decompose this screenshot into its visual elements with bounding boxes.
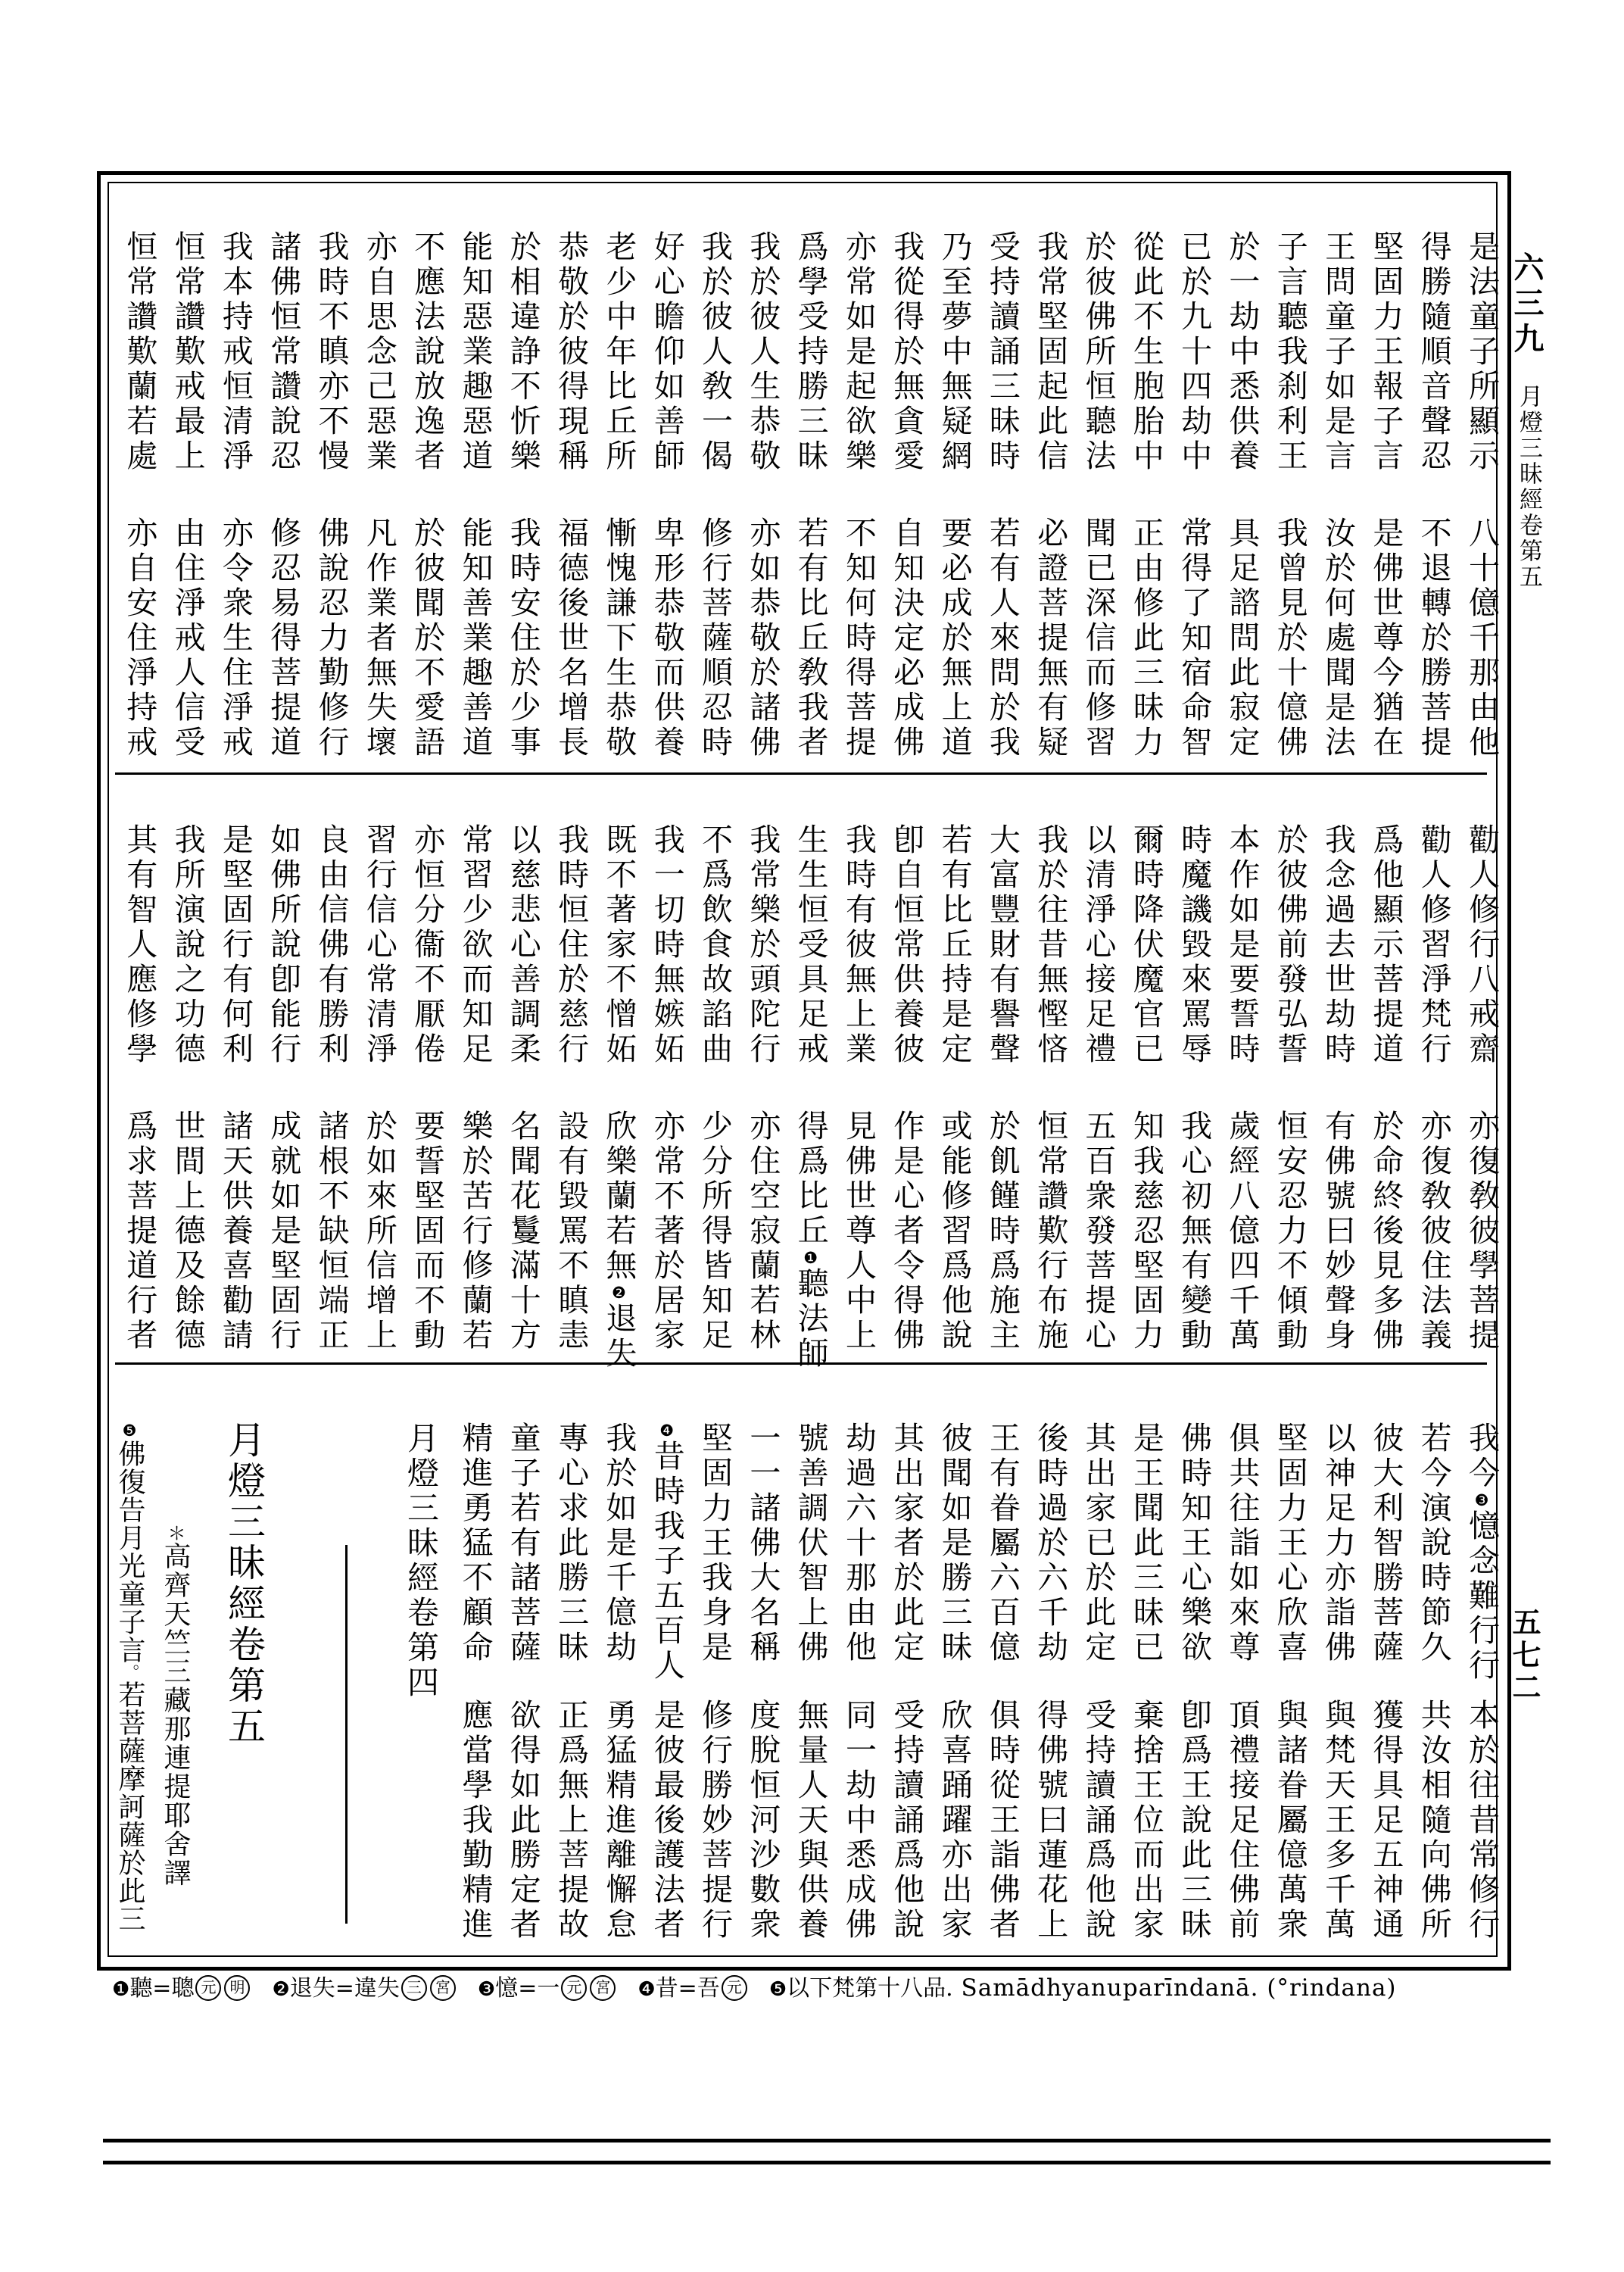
- verse-upper-pada: 我時不瞋亦不慢: [313, 230, 350, 474]
- verse-lower-pada: 要必成於無上道: [936, 517, 973, 760]
- verse-column: [354, 229, 401, 768]
- verse-upper-pada: 我念過去世劫時: [1320, 823, 1357, 1067]
- register-top: [114, 229, 1504, 768]
- verse-upper-pada: 爲學受持勝三昧: [792, 230, 829, 474]
- verse-column: [1360, 229, 1407, 768]
- verse-column: [784, 822, 832, 1372]
- verse-lower-pada: 常得了知宿命智: [1176, 517, 1213, 760]
- verse-upper-pada: 生生恒受具足戒: [792, 823, 829, 1067]
- verse-upper-pada: 常習少欲而知足: [457, 823, 494, 1067]
- verse-upper-pada: 我一切時無嫉妬: [648, 823, 685, 1067]
- verse-upper-pada: 我時有彼無上業: [840, 823, 877, 1067]
- verse-lower-pada: 少分所得皆知足: [697, 1109, 734, 1353]
- verse-column: [1407, 1420, 1455, 1967]
- verse-lower-pada: 恒安忍力不傾動: [1271, 1109, 1308, 1353]
- edition-siglum-icon: 明: [224, 1975, 250, 2001]
- verse-upper-pada: 時魔譏毀來罵辱: [1176, 823, 1213, 1067]
- scroll-separator-rule: [345, 1545, 348, 1924]
- verse-column: [1360, 822, 1407, 1361]
- verse-lower-pada: 知我慈忍堅固力: [1127, 1109, 1164, 1353]
- verse-lower-pada: 歲經八億四千萬: [1223, 1109, 1261, 1353]
- verse-lower-pada: 設有毀罵不瞋恚: [553, 1109, 590, 1353]
- verse-lower-pada: 是彼最後護法者: [648, 1699, 685, 1943]
- verse-upper-pada: 堅固力王心欣喜: [1271, 1422, 1308, 1665]
- verse-upper-pada: 我常樂於頭陀行: [744, 823, 781, 1067]
- verse-column: [1121, 822, 1168, 1361]
- verse-upper-pada: 後時過於六千劫: [1032, 1422, 1069, 1665]
- verse-column: [737, 822, 784, 1361]
- verse-column: [593, 229, 641, 768]
- verse-column: [1407, 229, 1455, 768]
- edition-siglum-icon: 元: [561, 1975, 587, 2001]
- register-bottom: [114, 1420, 1504, 1967]
- verse-upper-pada: 我今❸憶念難行行: [1463, 1422, 1500, 1684]
- verse-lower-pada: 慚愧謙下生恭敬: [600, 517, 637, 760]
- verse-lower-pada: 俱時從王詣佛者: [983, 1699, 1021, 1943]
- verse-column: [1168, 822, 1216, 1361]
- verse-upper-pada: 其出家者於此定: [888, 1422, 925, 1665]
- translator-line: [150, 1420, 195, 1967]
- footnote-number-icon: ❺: [768, 1978, 787, 2001]
- verse-upper-pada: 以神足力亦詣佛: [1320, 1422, 1357, 1665]
- verse-column: [114, 229, 161, 768]
- verse-upper-pada: 我從得於無貪愛: [888, 230, 925, 474]
- verse-upper-pada: 我於如是千億劫: [600, 1422, 637, 1665]
- verse-lower-pada: 爲求菩提道行者: [121, 1109, 158, 1353]
- verse-lower-pada: 無量人天與供養: [792, 1699, 829, 1943]
- verse-column: [593, 822, 641, 1372]
- verse-upper-pada: 好心瞻仰如善師: [648, 230, 685, 474]
- verse-lower-pada: 要誓堅固而不動: [409, 1109, 446, 1353]
- verse-column: [928, 1420, 976, 1967]
- verse-lower-pada: 成就如是堅固行: [265, 1109, 302, 1353]
- verse-upper-pada: 亦自思念己惡業: [360, 230, 397, 474]
- verse-upper-pada: 於彼佛所恒聽法: [1080, 230, 1117, 474]
- verse-column: [737, 1420, 784, 1967]
- verse-upper-pada: 其出家已於此定: [1080, 1422, 1117, 1665]
- verse-column: [881, 822, 928, 1361]
- sanskrit-title: Samādhyanuparīndanā. (°rindana): [952, 1974, 1397, 2002]
- verse-upper-pada: 受持讀誦三昧時: [983, 230, 1021, 474]
- verse-upper-pada: 我常堅固起此信: [1032, 230, 1069, 474]
- verse-lower-pada: 諸根不缺恒端正: [313, 1109, 350, 1353]
- verse-upper-pada: 不爲飲食故諂曲: [697, 823, 734, 1067]
- verse-lower-pada: 亦住空寂蘭若林: [744, 1109, 781, 1353]
- verse-upper-pada: 童子若有諸菩薩: [504, 1422, 541, 1665]
- footnote-apparatus: [112, 1971, 1535, 2007]
- footnote-body: 聽=聰: [129, 1975, 195, 2002]
- verse-lower-pada: 必證菩提無有疑: [1032, 517, 1069, 760]
- verse-upper-pada: 不應法說放逸者: [409, 230, 446, 474]
- verse-upper-pada: 精進勇猛不顧命: [457, 1422, 494, 1665]
- verse-lower-pada: 凡作業者無失壞: [360, 517, 397, 760]
- verse-lower-pada: 由住淨戒人信受: [169, 517, 206, 760]
- bottom-rule-1: [103, 2139, 1551, 2142]
- verse-column: [833, 229, 881, 768]
- page-number-label: 五七二: [1507, 1607, 1541, 1705]
- verse-column: [1456, 822, 1504, 1361]
- verse-upper-pada: 本作如是要誓時: [1223, 823, 1261, 1067]
- verse-lower-pada: 欣樂蘭若無❷退失: [600, 1109, 637, 1372]
- footnote-entry: [112, 1975, 251, 2002]
- footnote-number-icon: ❹: [637, 1978, 656, 2001]
- verse-lower-pada: 受持讀誦爲他說: [1080, 1699, 1117, 1943]
- verse-lower-pada: 不知何時得菩提: [840, 517, 877, 760]
- footnote-body: 昔=吾: [655, 1975, 720, 2002]
- verse-upper-pada: 王問童子如是言: [1320, 230, 1357, 474]
- verse-lower-pada: 得爲比丘❶聽法師: [792, 1109, 829, 1372]
- edition-siglum-icon: 三: [401, 1975, 427, 2001]
- footnote-body: 憶=一: [495, 1975, 560, 2002]
- verse-column: [641, 229, 688, 768]
- edition-siglum-icon: 宮: [590, 1975, 616, 2001]
- verse-upper-pada: 我所演說之功德: [169, 823, 206, 1067]
- verse-upper-pada: 既不著家不憎妬: [600, 823, 637, 1067]
- verse-lower-pada: 於飢饉時爲施主: [983, 1109, 1021, 1353]
- verse-column: [737, 229, 784, 768]
- verse-lower-pada: 有佛號曰妙聲身: [1320, 1109, 1357, 1353]
- verse-lower-pada: 本於往昔常修行: [1463, 1699, 1500, 1943]
- verse-column: [689, 229, 737, 768]
- verse-lower-pada: 我曾見於十億佛: [1271, 517, 1308, 760]
- verse-upper-pada: 我時恒住於慈行: [553, 823, 590, 1067]
- verse-upper-pada: 勸人修習淨梵行: [1415, 823, 1452, 1067]
- verse-column: [641, 1420, 688, 1967]
- asterisk-note-icon: ＊: [164, 1524, 185, 1542]
- bottom-rule-2: [103, 2161, 1551, 2164]
- verse-lower-pada: 或能修習爲他說: [936, 1109, 973, 1353]
- verse-upper-pada: 習行信心常清淨: [360, 823, 397, 1067]
- verse-column: [305, 822, 353, 1361]
- verse-lower-pada: 亦如恭敬於諸佛: [744, 517, 781, 760]
- verse-lower-pada: 能知善業趣善道: [457, 517, 494, 760]
- verse-column: [545, 822, 593, 1361]
- verse-upper-pada: 已於九十四劫中: [1176, 230, 1213, 474]
- verse-upper-pada: 佛時知王心樂欲: [1176, 1422, 1213, 1665]
- verse-lower-pada: 汝於何處聞是法: [1320, 517, 1357, 760]
- verse-upper-pada: 恭敬於彼得現稱: [553, 230, 590, 474]
- verse-lower-pada: 不退轉於勝菩提: [1415, 517, 1452, 760]
- verse-column: [1264, 229, 1311, 768]
- verse-upper-pada: 劫過六十那由他: [840, 1422, 877, 1665]
- verse-column: [928, 822, 976, 1361]
- ideographic-period: 。: [120, 1664, 139, 1681]
- verse-lower-pada: 是佛世尊今猶在: [1367, 517, 1404, 760]
- edition-siglum-icon: 元: [722, 1975, 747, 2001]
- verse-lower-pada: 修忍易得菩提道: [265, 517, 302, 760]
- footnote-marker-icon: ❶: [801, 1249, 820, 1267]
- verse-column: [784, 1420, 832, 1967]
- verse-column: [1456, 1420, 1504, 1967]
- verse-lower-pada: 若有人來問於我: [983, 517, 1021, 760]
- verse-lower-pada: 亦復敎彼學菩提: [1463, 1109, 1500, 1353]
- verse-column: [449, 229, 497, 768]
- verse-column: [449, 1420, 497, 1967]
- verse-lower-pada: 與諸眷屬億萬衆: [1271, 1699, 1308, 1943]
- verse-lower-pada: 具足諮問此寂定: [1223, 517, 1261, 760]
- verse-lower-pada: 同一劫中悉成佛: [840, 1699, 877, 1943]
- verse-upper-pada: 一一諸佛大名稱: [744, 1422, 781, 1665]
- verse-lower-pada: 卽爲王說此三昧: [1176, 1699, 1213, 1943]
- verse-column: [1312, 822, 1360, 1361]
- verse-lower-pada: 我心初無有變動: [1176, 1109, 1213, 1353]
- verse-lower-pada: 正由修此三昧力: [1127, 517, 1164, 760]
- verse-lower-pada: 度脫恒河沙數衆: [744, 1699, 781, 1943]
- margin-sutra-title: 月燈三昧經卷第五: [1515, 384, 1542, 590]
- verse-lower-pada: 與梵天王多千萬: [1320, 1699, 1357, 1943]
- verse-column: [114, 822, 161, 1361]
- verse-lower-pada: 修行菩薩順忍時: [697, 517, 734, 760]
- verse-lower-pada: 欲得如此勝定者: [504, 1699, 541, 1943]
- verse-lower-pada: 亦常不著於居家: [648, 1109, 685, 1353]
- text-number-label: 六三九: [1509, 251, 1545, 358]
- verse-lower-pada: 卑形恭敬而供養: [648, 517, 685, 760]
- verse-lower-pada: 名聞花鬘滿十方: [504, 1109, 541, 1353]
- verse-upper-pada: 於一劫中悉供養: [1223, 230, 1261, 474]
- verse-lower-pada: 作是心者令得佛: [888, 1109, 925, 1353]
- footnote-number-icon: ❶: [112, 1978, 130, 2001]
- verse-column: [1456, 229, 1504, 768]
- verse-column: [545, 229, 593, 768]
- verse-column: [1312, 1420, 1360, 1967]
- footnote-marker-icon: ❸: [1472, 1491, 1491, 1509]
- verse-upper-pada: 堅固力王我身是: [697, 1422, 734, 1665]
- verse-lower-pada: 應當學我勤精進: [457, 1699, 494, 1943]
- verse-lower-pada: 亦令衆生住淨戒: [217, 517, 254, 760]
- verse-upper-pada: 我於彼人敎一偈: [697, 230, 734, 474]
- verse-upper-pada: 能知惡業趣惡道: [457, 230, 494, 474]
- verse-column: [449, 822, 497, 1361]
- footnote-body: 退失=違失: [289, 1975, 400, 2002]
- verse-upper-pada: 是王聞此三昧已: [1127, 1422, 1164, 1665]
- verse-upper-pada: 我於往昔無慳悋: [1032, 823, 1069, 1067]
- verse-column: [354, 822, 401, 1361]
- verse-lower-pada: 受持讀誦爲他說: [888, 1699, 925, 1943]
- verse-upper-pada: 我於彼人生恭敬: [744, 230, 781, 474]
- verse-column: [1407, 822, 1455, 1361]
- footnote-number-icon: ❷: [272, 1978, 290, 2001]
- verse-upper-pada: 以清淨心接足禮: [1080, 823, 1117, 1067]
- verse-column: [210, 229, 257, 768]
- verse-lower-pada: 亦復敎彼住法義: [1415, 1109, 1452, 1353]
- verse-upper-pada: 亦常如是起欲樂: [840, 230, 877, 474]
- verse-column: [1168, 1420, 1216, 1967]
- verse-lower-pada: 佛說忍力勤修行: [313, 517, 350, 760]
- verse-column: [641, 822, 688, 1361]
- verse-upper-pada: 專心求此勝三昧: [553, 1422, 590, 1665]
- verse-column: [497, 229, 544, 768]
- verse-upper-pada: 亦恒分衞不厭倦: [409, 823, 446, 1067]
- verse-lower-pada: 恒常讚歎行布施: [1032, 1109, 1069, 1353]
- verse-upper-pada: 是堅固行有何利: [217, 823, 254, 1067]
- verse-column: [161, 822, 209, 1361]
- verse-upper-pada: 恒常讚歎戒最上: [169, 230, 206, 474]
- verse-lower-pada: 棄捨王位而出家: [1127, 1699, 1164, 1943]
- verse-upper-pada: 若有比丘持是定: [936, 823, 973, 1067]
- verse-upper-pada: 爲他顯示菩提道: [1367, 823, 1404, 1067]
- verse-upper-pada: 從此不生胞胎中: [1127, 230, 1164, 474]
- verse-upper-pada: 子言聽我刹利王: [1271, 230, 1308, 474]
- prose-opening-line-text: ❺佛復告月光童子言。若菩薩摩訶薩於此三: [114, 1422, 145, 1933]
- verse-column: [1072, 822, 1120, 1361]
- verse-upper-pada: 乃至夢中無疑網: [936, 230, 973, 474]
- footnote-marker-icon: ❹: [657, 1422, 676, 1440]
- verse-upper-pada: 恒常讚歎蘭若處: [121, 230, 158, 474]
- verse-lower-pada: 自知決定必成佛: [888, 517, 925, 760]
- verse-column: [833, 1420, 881, 1967]
- footnote-marker-icon: ❷: [609, 1284, 628, 1302]
- verse-column: [689, 1420, 737, 1967]
- verse-column: [1216, 229, 1264, 768]
- verse-column: [1024, 1420, 1072, 1967]
- verse-column: [689, 822, 737, 1361]
- verse-lower-pada: 若有比丘敎我者: [792, 517, 829, 760]
- verse-upper-pada: 彼聞如是勝三昧: [936, 1422, 973, 1665]
- verse-column: [1024, 822, 1072, 1361]
- verse-column: [401, 229, 449, 768]
- verse-column: [881, 1420, 928, 1967]
- verse-upper-pada: 勸人修行八戒齋: [1463, 823, 1500, 1067]
- verse-column: [1264, 822, 1311, 1361]
- verse-column: [1312, 229, 1360, 768]
- verse-lower-pada: 修行勝妙菩提行: [697, 1699, 734, 1943]
- verse-upper-pada: 大富豐財有譽聲: [983, 823, 1021, 1067]
- verse-column: [1072, 229, 1120, 768]
- scroll-begin-title: [214, 1420, 272, 1967]
- verse-upper-pada: 號善調伏智上佛: [792, 1422, 829, 1665]
- verse-column: [1024, 229, 1072, 768]
- verse-upper-pada: 得勝隨順音聲忍: [1415, 230, 1452, 474]
- verse-column: [1264, 1420, 1311, 1967]
- prose-opening-line: [108, 1420, 150, 1967]
- scroll-end-title-text: 月燈三昧經卷第四: [403, 1422, 440, 1700]
- verse-column: [1121, 229, 1168, 768]
- verse-column: [1216, 822, 1264, 1361]
- verse-column: [161, 229, 209, 768]
- verse-column: [210, 822, 257, 1361]
- footnote-number-icon: ❸: [477, 1978, 496, 2001]
- verse-upper-pada: 是法童子所顯示: [1463, 230, 1500, 474]
- footnote-marker-icon: ❺: [120, 1422, 139, 1440]
- footnote-entry: [769, 1975, 1397, 2002]
- verse-upper-pada: 王有眷屬六百億: [983, 1422, 1021, 1665]
- verse-column: [257, 822, 305, 1361]
- verse-upper-pada: 我本持戒恒清淨: [217, 230, 254, 474]
- verse-lower-pada: 共汝相隨向佛所: [1415, 1699, 1452, 1943]
- verse-upper-pada: 若今演說時節久: [1415, 1422, 1452, 1665]
- verse-lower-pada: 勇猛精進離懈怠: [600, 1699, 637, 1943]
- verse-lower-pada: 於彼聞於不愛語: [409, 517, 446, 760]
- verse-lower-pada: 見佛世尊人中上: [840, 1109, 877, 1353]
- verse-lower-pada: 五百衆發菩提心: [1080, 1109, 1117, 1353]
- verse-column: [257, 229, 305, 768]
- verse-column: [545, 1420, 593, 1967]
- edition-siglum-icon: 宮: [430, 1975, 456, 2001]
- verse-column: [977, 229, 1024, 768]
- verse-column: [784, 229, 832, 768]
- footnote-entry: [478, 1975, 617, 2002]
- verse-lower-pada: 得佛號曰蓮花上: [1032, 1699, 1069, 1943]
- verse-column: [881, 229, 928, 768]
- verse-upper-pada: 彼大利智勝菩薩: [1367, 1422, 1404, 1665]
- verse-lower-pada: 樂於苦行修蘭若: [457, 1109, 494, 1353]
- footnote-body: 以下梵第十八品.: [787, 1975, 953, 2002]
- verse-upper-pada: 諸佛恒常讚說忍: [265, 230, 302, 474]
- verse-lower-pada: 於命終後見多佛: [1367, 1109, 1404, 1353]
- verse-upper-pada: 如佛所說卽能行: [265, 823, 302, 1067]
- verse-upper-pada: 俱共往詣如來尊: [1223, 1422, 1261, 1665]
- verse-column: [401, 822, 449, 1361]
- verse-lower-pada: 世間上德及餘德: [169, 1109, 206, 1353]
- register-divider-1: [115, 772, 1487, 775]
- verse-lower-pada: 八十億千那由他: [1463, 517, 1500, 760]
- verse-lower-pada: 欣喜踊躍亦出家: [936, 1699, 973, 1943]
- verse-upper-pada: 以慈悲心善調柔: [504, 823, 541, 1067]
- scroll-end-title: [396, 1420, 444, 1967]
- verse-column: [497, 822, 544, 1361]
- verse-lower-pada: 頂禮接足住佛前: [1223, 1699, 1261, 1943]
- verse-column: [977, 822, 1024, 1361]
- verse-lower-pada: 諸天供養喜勸請: [217, 1109, 254, 1353]
- verse-lower-pada: 於如來所信增上: [360, 1109, 397, 1353]
- register-middle: [114, 822, 1504, 1372]
- verse-lower-pada: 福德後世名增長: [553, 517, 590, 760]
- verse-column: [833, 822, 881, 1361]
- verse-column: [1168, 229, 1216, 768]
- verse-column: [1360, 1420, 1407, 1967]
- verse-upper-pada: 卽自恒常供養彼: [888, 823, 925, 1067]
- verse-lower-pada: 正爲無上菩提故: [553, 1699, 590, 1943]
- verse-upper-pada: 其有智人應修學: [121, 823, 158, 1067]
- verse-lower-pada: 我時安住於少事: [504, 517, 541, 760]
- verse-upper-pada: 堅固力王報子言: [1367, 230, 1404, 474]
- edition-siglum-icon: 元: [195, 1975, 221, 2001]
- verse-column: [1121, 1420, 1168, 1967]
- verse-upper-pada: 於彼佛前發弘誓: [1271, 823, 1308, 1067]
- verse-lower-pada: 聞已深信而修習: [1080, 517, 1117, 760]
- verse-column: [593, 1420, 641, 1967]
- footnote-entry: [272, 1975, 457, 2002]
- scroll-begin-title-text: 月燈三昧經卷第五: [222, 1420, 266, 1747]
- verse-upper-pada: 爾時降伏魔官已: [1127, 823, 1164, 1067]
- verse-column: [1216, 1420, 1264, 1967]
- verse-column: [928, 229, 976, 768]
- verse-lower-pada: 獲得具足五神通: [1367, 1699, 1404, 1943]
- verse-upper-pada: 老少中年比丘所: [600, 230, 637, 474]
- verse-column: [977, 1420, 1024, 1967]
- verse-column: [497, 1420, 544, 1967]
- verse-upper-pada: 於相違諍不忻樂: [504, 230, 541, 474]
- translator-line-text: ＊高齊天竺三藏那連提耶舍譯: [160, 1524, 191, 1887]
- verse-upper-pada: ❹昔時我子五百人: [648, 1422, 685, 1684]
- verse-lower-pada: 亦自安住淨持戒: [121, 517, 158, 760]
- verse-column: [1072, 1420, 1120, 1967]
- verse-upper-pada: 良由信佛有勝利: [313, 823, 350, 1067]
- verse-column: [305, 229, 353, 768]
- footnote-entry: [637, 1975, 748, 2002]
